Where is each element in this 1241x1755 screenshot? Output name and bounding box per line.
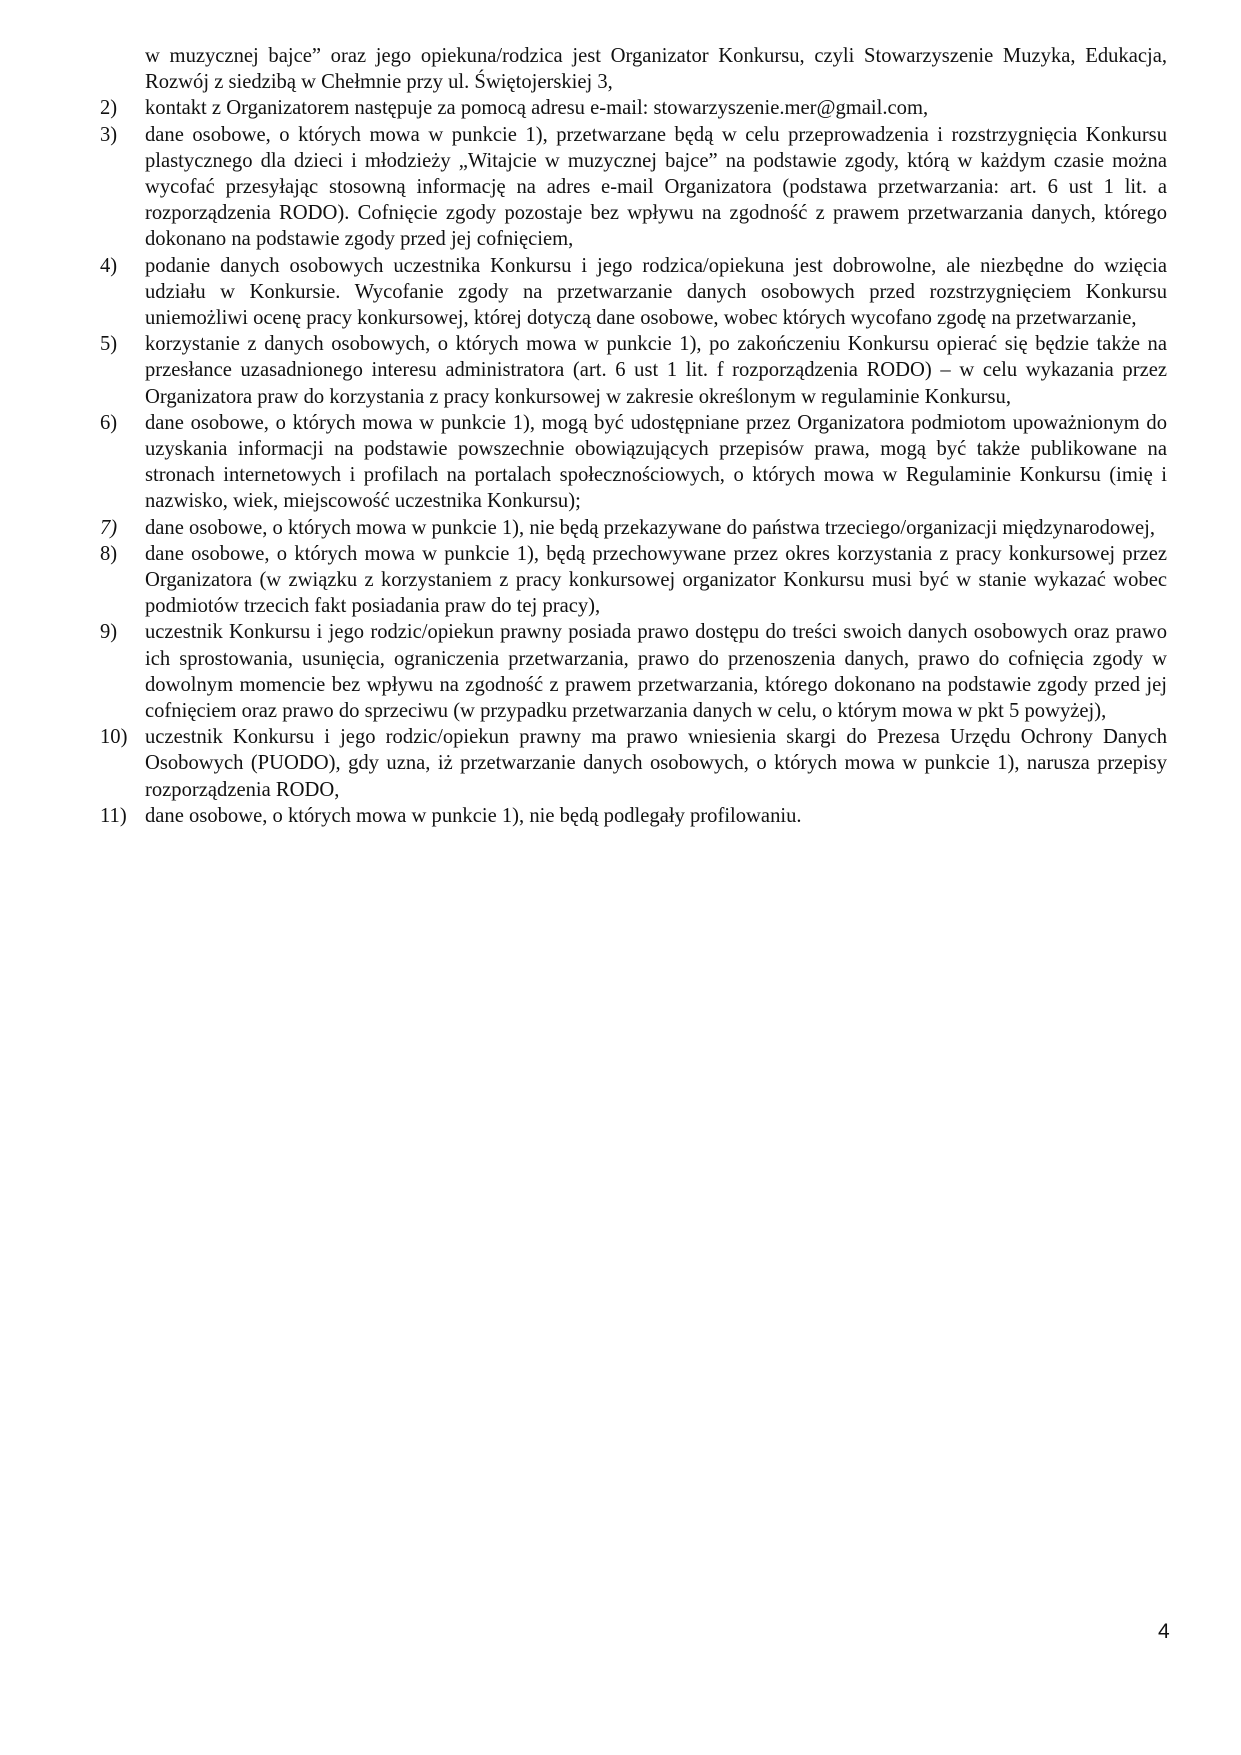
list-item (100, 541, 1167, 620)
item-text: dane osobowe, o których mowa w punkcie 1), nie będą przekazywane do państwa trzeciego/organizacji międzynarodowej, (145, 516, 1156, 539)
item-text: dane osobowe, o których mowa w punkcie 1), nie będą podlegały profilowaniu. (145, 804, 802, 827)
item-text: podanie danych osobowych uczestnika Konkursu i jego rodzica/opiekuna jest dobrowolne, ale niezbędne do wzięcia udziału w Konkursie. Wycofanie zgody na przetwarzanie danych osobowych przed rozstrzygnięciem Konkursu uniemożliwi ocenę pracy konkursowej, której dotyczą dane osobowe, wobec których wycofano zgodę na przetwarzanie, (145, 254, 1167, 330)
list-item (100, 803, 1167, 829)
item-text: dane osobowe, o których mowa w punkcie 1), przetwarzane będą w celu przeprowadzenia i rozstrzygnięcia Konkursu plastycznego dla dzieci i młodzieży „Witajcie w muzycznej bajce” na podstawie zgody, którą w każdym czasie można wycofać przesyłając stosowną informację na adres e-mail Organizatora (podstawa przetwarzania: art. 6 ust 1 lit. a rozporządzenia RODO). Cofnięcie zgody pozostaje bez wpływu na zgodność z prawem przetwarzania danych, którego dokonano na podstawie zgody przed jej cofnięciem, (145, 123, 1167, 251)
item-number: 2) (100, 97, 118, 120)
item-number: 3) (100, 123, 118, 146)
list-item (100, 122, 1167, 253)
item-number: 9) (100, 621, 118, 644)
item-number: 10) (100, 726, 128, 749)
item-number: 8) (100, 542, 118, 565)
item-number: 4) (100, 254, 118, 277)
item-text: dane osobowe, o których mowa w punkcie 1), mogą być udostępniane przez Organizatora podmiotom upoważnionym do uzyskania informacji na podstawie powszechnie obowiązujących przepisów prawa, mogą być także publikowane na stronach internetowych i profilach na portalach społecznościowych, o których mowa w Regulaminie Konkursu (imię i nazwisko, wiek, miejscowość uczestnika Konkursu); (145, 411, 1167, 513)
item-text: uczestnik Konkursu i jego rodzic/opiekun prawny ma prawo wniesienia skargi do Prezesa Urzędu Ochrony Danych Osobowych (PUODO), gdy uzna, iż przetwarzanie danych osobowych, o których mowa w punkcie 1), narusza przepisy rozporządzenia RODO, (145, 726, 1167, 801)
item-text: korzystanie z danych osobowych, o których mowa w punkcie 1), po zakończeniu Konkursu opierać się będzie także na przesłance uzasadnionego interesu administratora (art. 6 ust 1 lit. f rozporządzenia RODO) – w celu wykazania przez Organizatora praw do korzystania z pracy konkursowej w zakresie określonym w regulaminie Konkursu, (145, 333, 1167, 408)
item-number: 11) (100, 804, 127, 827)
item-number: 6) (100, 411, 118, 434)
item-number: 7) (100, 516, 118, 539)
list-item (100, 331, 1167, 410)
gdpr-clause-list (100, 43, 1167, 829)
item-text: kontakt z Organizatorem następuje za pomocą adresu e-mail: stowarzyszenie.mer@gmail.com, (145, 97, 929, 120)
list-item (100, 410, 1167, 515)
page-number: 4 (1158, 1620, 1170, 1643)
item-number: 5) (100, 333, 118, 356)
continuation-paragraph: w muzycznej bajce” oraz jego opiekuna/rodzica jest Organizator Konkursu, czyli Stowarzyszenie Muzyka, Edukacja, Rozwój z siedzibą w Chełmnie przy ul. Świętojerskiej 3, (145, 45, 1167, 94)
item-text: dane osobowe, o których mowa w punkcie 1), będą przechowywane przez okres korzystania z pracy konkursowej przez Organizatora (w związku z korzystaniem z pracy konkursowej organizator Konkursu musi być w stanie wykazać wobec podmiotów trzecich fakt posiadania praw do tej pracy), (145, 542, 1167, 618)
list-item (100, 95, 1167, 121)
list-item (100, 515, 1167, 541)
list-item (100, 724, 1167, 803)
item-text: uczestnik Konkursu i jego rodzic/opiekun prawny posiada prawo dostępu do treści swoich danych osobowych oraz prawo ich sprostowania, usunięcia, ograniczenia przetwarzania, prawo do przenoszenia danych, prawo do cofnięcia zgody w dowolnym momencie bez wpływu na zgodność z prawem przetwarzania, którego dokonano na podstawie zgody przed jej cofnięciem oraz prawo do sprzeciwu (w przypadku przetwarzania danych w celu, o którym mowa w pkt 5 powyżej), (145, 621, 1167, 723)
list-item (100, 619, 1167, 724)
list-item (100, 253, 1167, 332)
